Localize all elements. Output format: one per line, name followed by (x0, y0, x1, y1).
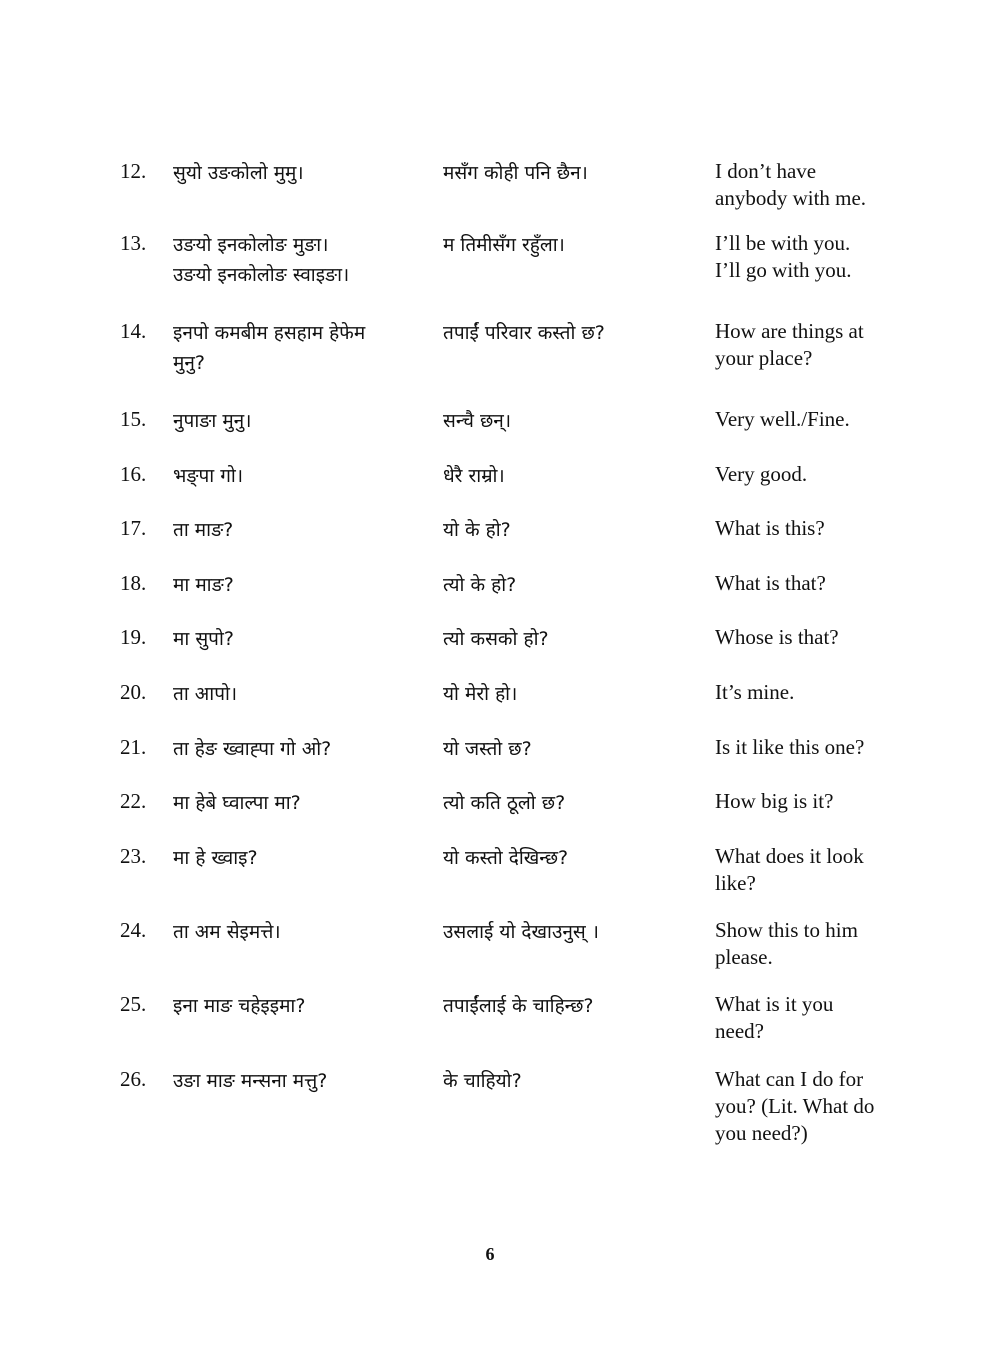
limbu-line: मा हेबे घ्वाल्पा मा? (173, 792, 301, 814)
limbu-line: सुयो उङकोलो मुमु। (173, 162, 304, 184)
nepali-line: उसलाई यो देखाउनुस् । (443, 921, 600, 943)
nepali-line: के चाहियो? (443, 1070, 522, 1092)
nepali-phrase (443, 570, 693, 600)
limbu-phrase (173, 570, 423, 600)
english-line: I don’t have (715, 159, 817, 183)
english-line: I’ll be with you. (715, 231, 851, 255)
english-line: you need?) (715, 1121, 808, 1145)
limbu-phrase (173, 230, 423, 290)
english-line: Show this to him (715, 918, 858, 942)
entry-number: 21. (120, 735, 147, 759)
nepali-line: त्यो कसको हो? (443, 628, 549, 650)
limbu-phrase (173, 624, 423, 654)
english-line: What is it you (715, 992, 834, 1016)
nepali-phrase (443, 230, 693, 260)
entry-number: 23. (120, 844, 147, 868)
entry-number: 22. (120, 789, 147, 813)
limbu-phrase (173, 406, 423, 436)
english-translation (715, 318, 915, 372)
limbu-line: ता माङ? (173, 519, 234, 541)
entry-number: 14. (120, 319, 147, 343)
limbu-line: ता अम सेइमत्ते। (173, 921, 281, 943)
english-translation (715, 515, 915, 542)
nepali-phrase (443, 624, 693, 654)
nepali-phrase (443, 406, 693, 436)
english-translation (715, 230, 915, 284)
limbu-line: उङयो इनकोलोङ स्वाइङा। (173, 264, 350, 286)
nepali-line: सन्चै छन्। (443, 410, 512, 432)
limbu-phrase (173, 318, 423, 378)
english-line: It’s mine. (715, 680, 795, 704)
english-line: you? (Lit. What do (715, 1094, 875, 1118)
english-line: Is it like this one? (715, 735, 865, 759)
limbu-phrase (173, 158, 423, 188)
nepali-phrase (443, 679, 693, 709)
nepali-line: तपाईंलाई के चाहिन्छ? (443, 995, 594, 1017)
limbu-line: मा हे ख्वाइ? (173, 847, 258, 869)
nepali-line: तपाईं परिवार कस्तो छ? (443, 322, 605, 344)
entry-number: 15. (120, 407, 147, 431)
limbu-phrase (173, 1066, 423, 1096)
english-line: How are things at (715, 319, 864, 343)
nepali-phrase (443, 917, 693, 947)
english-translation (715, 1066, 915, 1147)
limbu-line: नुपाङा मुनु। (173, 410, 252, 432)
english-line: your place? (715, 346, 813, 370)
english-translation (715, 843, 915, 897)
limbu-line: मा माङ? (173, 574, 234, 596)
english-line: please. (715, 945, 773, 969)
nepali-phrase (443, 318, 693, 348)
english-translation (715, 570, 915, 597)
english-translation (715, 461, 915, 488)
nepali-line: त्यो कति ठूलो छ? (443, 792, 566, 814)
nepali-phrase (443, 515, 693, 545)
english-line: How big is it? (715, 789, 834, 813)
limbu-line: उङयो इनकोलोङ मुङा। (173, 234, 329, 256)
limbu-line: इनपो कमबीम हसहाम हेफेम (173, 322, 366, 344)
limbu-line: उङा माङ मन्सना मत्तु? (173, 1070, 328, 1092)
english-translation (715, 158, 915, 212)
entry-number: 20. (120, 680, 147, 704)
limbu-line: इना माङ चहेइइमा? (173, 995, 306, 1017)
entry-number: 17. (120, 516, 147, 540)
nepali-line: यो के हो? (443, 519, 511, 541)
page-number: 6 (485, 1244, 495, 1264)
entry-number: 25. (120, 992, 147, 1016)
english-translation (715, 917, 915, 971)
english-line: I’ll go with you. (715, 258, 852, 282)
limbu-line: मा सुपो? (173, 628, 234, 650)
entry-number: 13. (120, 231, 147, 255)
limbu-phrase (173, 843, 423, 873)
nepali-phrase (443, 1066, 693, 1096)
limbu-line: भङ्पा गो। (173, 465, 244, 487)
english-line: What is that? (715, 571, 826, 595)
english-line: like? (715, 871, 756, 895)
english-line: Very good. (715, 462, 808, 486)
entry-number: 19. (120, 625, 147, 649)
nepali-line: यो मेरो हो। (443, 683, 518, 705)
english-translation (715, 624, 915, 651)
limbu-phrase (173, 917, 423, 947)
english-line: need? (715, 1019, 764, 1043)
english-translation (715, 679, 915, 706)
nepali-line: त्यो के हो? (443, 574, 517, 596)
entry-number: 12. (120, 159, 147, 183)
limbu-phrase (173, 461, 423, 491)
entry-number: 18. (120, 571, 147, 595)
limbu-phrase (173, 679, 423, 709)
english-translation (715, 788, 915, 815)
limbu-line: ता आपो। (173, 683, 238, 705)
english-translation (715, 991, 915, 1045)
nepali-phrase (443, 734, 693, 764)
nepali-line: यो कस्तो देखिन्छ? (443, 847, 569, 869)
english-translation (715, 406, 915, 433)
english-line: What can I do for (715, 1067, 864, 1091)
english-line: What is this? (715, 516, 825, 540)
nepali-line: धेरै राम्रो। (443, 465, 505, 487)
limbu-line: मुनु? (173, 352, 205, 374)
limbu-phrase (173, 788, 423, 818)
nepali-line: यो जस्तो छ? (443, 738, 532, 760)
english-translation (715, 734, 915, 761)
entry-number: 26. (120, 1067, 147, 1091)
limbu-line: ता हेङ ख्वाह्पा गो ओ? (173, 738, 332, 760)
nepali-phrase (443, 158, 693, 188)
nepali-line: म तिमीसँग रहुँला। (443, 234, 565, 256)
nepali-phrase (443, 843, 693, 873)
limbu-phrase (173, 734, 423, 764)
entry-number: 16. (120, 462, 147, 486)
english-line: Very well./Fine. (715, 407, 850, 431)
nepali-phrase (443, 788, 693, 818)
nepali-line: मसँग कोही पनि छैन। (443, 162, 588, 184)
nepali-phrase (443, 991, 693, 1021)
limbu-phrase (173, 515, 423, 545)
english-line: anybody with me. (715, 186, 867, 210)
entry-number: 24. (120, 918, 147, 942)
english-line: What does it look (715, 844, 864, 868)
limbu-phrase (173, 991, 423, 1021)
nepali-phrase (443, 461, 693, 491)
english-line: Whose is that? (715, 625, 839, 649)
